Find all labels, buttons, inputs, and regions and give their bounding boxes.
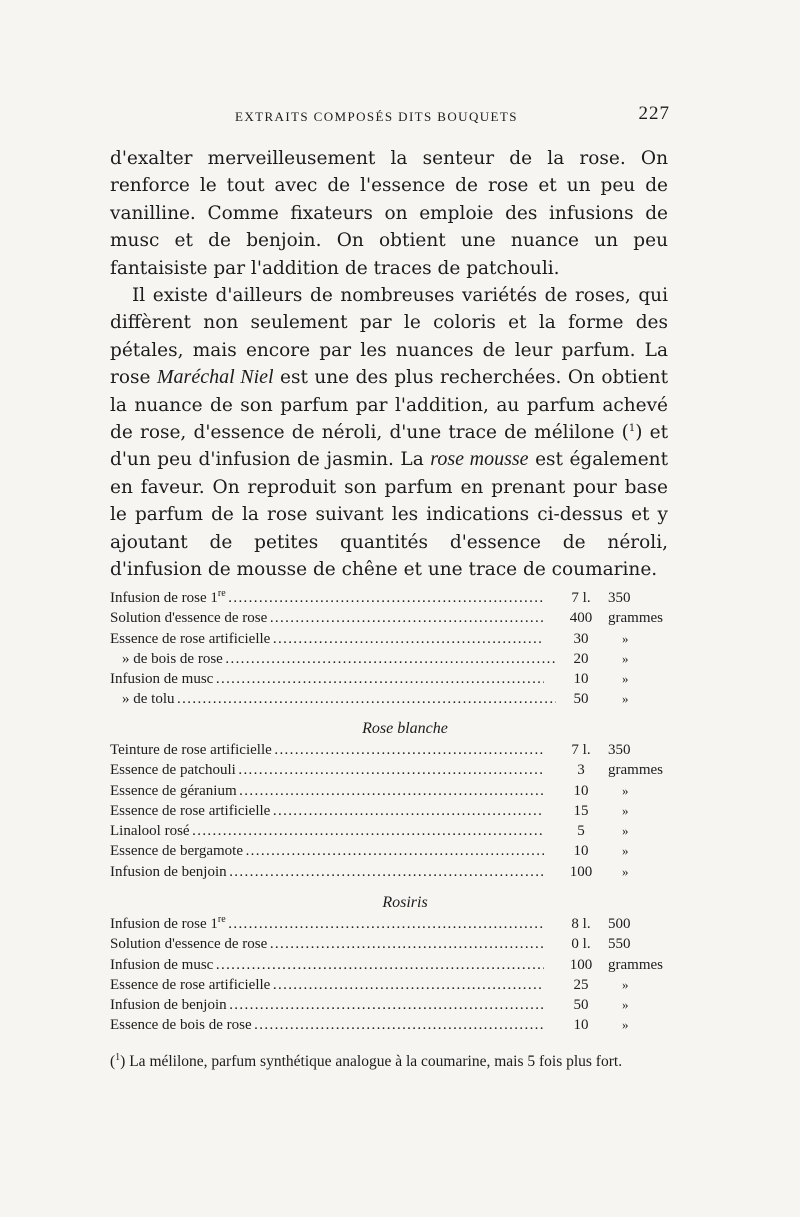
ingredient-unit: » bbox=[622, 691, 629, 707]
ingredient-row bbox=[110, 760, 670, 780]
ingredient-name bbox=[110, 740, 544, 760]
ingredient-row bbox=[110, 841, 670, 861]
ingredient-quantity: 10 bbox=[573, 1017, 589, 1034]
ingredient-row bbox=[110, 914, 670, 934]
ingredient-unit: » bbox=[622, 802, 629, 818]
ingredient-name-text: Infusion de musc bbox=[110, 671, 214, 688]
ingredient-row bbox=[110, 955, 670, 975]
formula-rose-blanche bbox=[110, 718, 670, 882]
ingredient-name-text: Infusion de benjoin bbox=[110, 863, 227, 880]
rose-variety-marechal-niel: Maréchal Niel bbox=[156, 366, 274, 389]
ingredient-name bbox=[110, 801, 544, 821]
ingredient-name bbox=[110, 629, 544, 649]
footnote-reference: 1 bbox=[628, 422, 636, 434]
ingredient-name-text: Solution d'essence de rose bbox=[110, 610, 268, 627]
ingredient-quantity: 8 l. bbox=[571, 916, 591, 932]
ingredient-quantity: 50 bbox=[573, 691, 589, 708]
ingredient-quantity: 0 l. bbox=[571, 936, 591, 953]
ingredient-unit: 550 bbox=[608, 936, 631, 953]
ingredient-name bbox=[110, 934, 544, 954]
ingredient-name-text: Essence de rose artificielle bbox=[110, 630, 271, 647]
ingredient-name-text: Essence de rose artificielle bbox=[110, 802, 271, 819]
ingredient-quantity: 100 bbox=[569, 863, 593, 880]
ingredient-name bbox=[110, 669, 544, 689]
ingredient-unit: grammes bbox=[608, 610, 663, 627]
ingredient-quantity: 5 bbox=[577, 823, 585, 840]
ingredient-row bbox=[110, 801, 670, 821]
footnote-marker: 1 bbox=[115, 1051, 121, 1063]
ingredient-quantity: 15 bbox=[573, 802, 589, 819]
ingredient-name-text: Teinture de rose artificielle bbox=[110, 742, 272, 758]
ingredient-unit: » bbox=[622, 671, 629, 687]
ingredient-name-text: Essence de bergamote bbox=[110, 843, 244, 860]
ingredient-row bbox=[110, 740, 670, 760]
ingredient-name bbox=[110, 821, 544, 841]
ingredient-row bbox=[110, 862, 670, 882]
ingredient-quantity: 10 bbox=[573, 671, 589, 688]
ingredient-row bbox=[110, 1015, 670, 1035]
ingredient-unit: 350 bbox=[608, 590, 631, 606]
ingredient-name bbox=[110, 649, 556, 669]
ingredient-name bbox=[110, 689, 556, 709]
paragraph-2-part-a: Il existe d'ailleurs de nombreuses variétés de roses, qui diffèrent non seulement par le coloris et la forme des pétales, mais encore par les nuances de leur parfum. La rose bbox=[110, 285, 668, 389]
running-title: EXTRAITS COMPOSÉS DITS BOUQUETS bbox=[235, 109, 518, 124]
ingredient-unit: 500 bbox=[608, 916, 631, 932]
ingredient-unit: » bbox=[622, 863, 629, 879]
ingredient-name bbox=[110, 760, 544, 780]
ingredient-name bbox=[110, 608, 544, 628]
ingredient-unit: » bbox=[622, 1017, 629, 1033]
ingredient-name bbox=[110, 995, 544, 1015]
ingredient-name-text: Infusion de rose 1 bbox=[110, 590, 218, 606]
ingredient-name-text: Essence de rose artificielle bbox=[110, 976, 271, 993]
ingredient-name-text: Essence de bois de rose bbox=[110, 1017, 252, 1034]
ingredient-name bbox=[110, 862, 544, 882]
ingredient-unit: » bbox=[622, 843, 629, 859]
paragraph-2-part-b: est une des plus recherchées. On obtient la nuance de son parfum par l'addition, au parfum achevé de rose, d'essence de néroli, d'une trace de mélilone ( bbox=[110, 367, 668, 444]
ingredient-row bbox=[110, 934, 670, 954]
ingredient-name-text: Infusion de benjoin bbox=[110, 997, 227, 1014]
ordinal-suffix: re bbox=[217, 914, 226, 925]
ingredient-name bbox=[110, 955, 544, 975]
ingredient-name-text: Infusion de musc bbox=[110, 956, 214, 973]
ingredient-unit: » bbox=[622, 630, 629, 646]
ingredient-unit: » bbox=[622, 823, 629, 839]
ingredient-row bbox=[110, 629, 670, 649]
ingredient-name-text: Linalool rosé bbox=[110, 823, 190, 840]
ingredient-name-text: » de tolu bbox=[122, 691, 175, 708]
footnote-text: ($^1$) La mélilone, parfum synthétique analogue à la coumarine, mais 5 fois plus fort. bbox=[110, 1051, 623, 1070]
ingredient-name bbox=[110, 975, 544, 995]
ingredient-row bbox=[110, 821, 670, 841]
rose-variety-mousse: rose mousse bbox=[430, 448, 529, 471]
ingredient-unit: » bbox=[622, 782, 629, 798]
formula-title: Rosiris bbox=[382, 894, 428, 911]
paragraph-2 bbox=[110, 282, 668, 583]
footnote-body: La mélilone, parfum synthétique analogue à la coumarine, mais 5 fois plus fort. bbox=[129, 1053, 623, 1070]
ingredient-row bbox=[110, 649, 670, 669]
ingredient-row bbox=[110, 689, 670, 709]
paragraph-1: d'exalter merveilleusement la senteur de la rose. On renforce le tout avec de l'essence de rose et un peu de vanilline. Comme fixateurs on emploie des infusions de musc et de benjoin. On obtient une nuance un peu fantaisiste par l'addition de traces de patchouli. bbox=[110, 148, 668, 279]
ingredient-row bbox=[110, 975, 670, 995]
ordinal-suffix: re bbox=[217, 588, 226, 599]
page-number: 227 bbox=[638, 103, 670, 124]
ingredient-quantity: 25 bbox=[573, 976, 589, 993]
ingredient-row bbox=[110, 669, 670, 689]
ingredient-quantity: 400 bbox=[569, 610, 593, 627]
ingredient-quantity: 30 bbox=[573, 630, 589, 647]
ingredient-name-text: » de bois de rose bbox=[122, 650, 223, 667]
ingredient-quantity: 50 bbox=[573, 997, 589, 1014]
footnote bbox=[110, 1052, 668, 1071]
ingredient-row bbox=[110, 995, 670, 1015]
ingredient-row bbox=[110, 781, 670, 801]
ingredient-quantity: 7 l. bbox=[571, 742, 591, 758]
ingredient-unit: grammes bbox=[608, 956, 663, 973]
paragraph-2-part-c: ) et d'un peu d'infusion de jasmin. La bbox=[110, 422, 668, 471]
ingredient-unit: » bbox=[622, 997, 629, 1013]
ingredient-quantity: 3 bbox=[577, 762, 585, 779]
ingredient-row bbox=[110, 608, 670, 628]
ingredient-quantity: 20 bbox=[573, 650, 589, 667]
paragraph-2-part-d: est également en faveur. On reproduit son parfum en prenant pour base le parfum de la rose suivant les indications ci-dessus et y ajoutant de petites quantités d'essence de néroli, d'infusion de mousse de chêne et une trace de coumarine. bbox=[110, 449, 668, 581]
formula-rosiris bbox=[110, 892, 670, 1036]
ingredient-name-text: Essence de patchouli bbox=[110, 762, 236, 779]
ingredient-quantity: 100 bbox=[569, 956, 593, 973]
ingredient-unit: grammes bbox=[608, 762, 663, 779]
ingredient-name-text: Solution d'essence de rose bbox=[110, 936, 268, 953]
ingredient-name-text: Essence de géranium bbox=[110, 782, 237, 799]
formula-title: Rose blanche bbox=[362, 720, 448, 737]
ingredient-name bbox=[110, 914, 544, 934]
formula-rose bbox=[110, 588, 670, 710]
ingredient-unit: » bbox=[622, 650, 629, 666]
ingredient-name bbox=[110, 1015, 544, 1035]
ingredient-unit: 350 bbox=[608, 742, 631, 758]
ingredient-name-text: Infusion de rose 1 bbox=[110, 916, 218, 932]
ingredient-quantity: 7 l. bbox=[571, 590, 591, 606]
ingredient-name bbox=[110, 588, 544, 608]
ingredient-name bbox=[110, 781, 544, 801]
ingredient-name bbox=[110, 841, 544, 861]
ingredient-unit: » bbox=[622, 976, 629, 992]
ingredient-quantity: 10 bbox=[573, 782, 589, 799]
ingredient-quantity: 10 bbox=[573, 843, 589, 860]
body-text bbox=[110, 145, 668, 584]
ingredient-row bbox=[110, 588, 670, 608]
